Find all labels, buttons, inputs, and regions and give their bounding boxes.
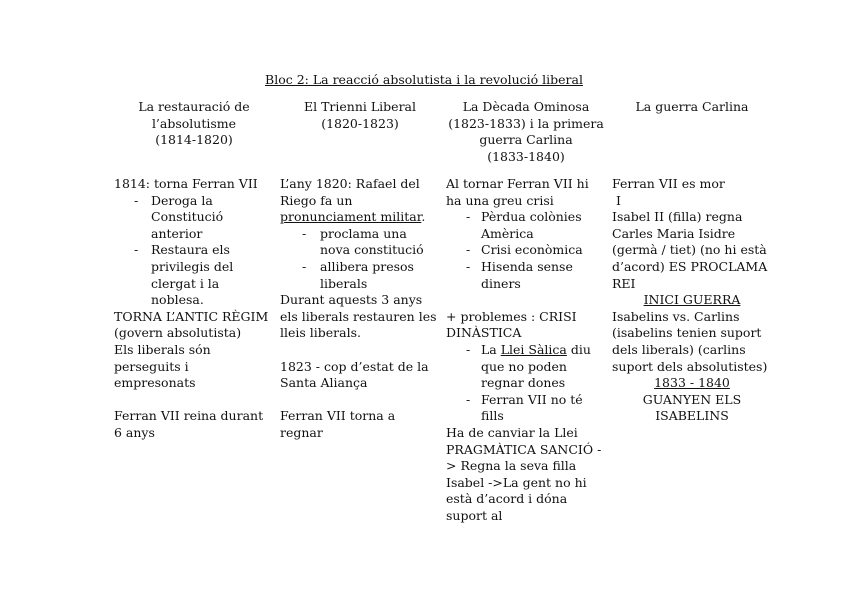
header-restauracio: La restauració de l’absolutisme (1814-1820) [138, 99, 250, 148]
war-start: INICI GUERRA [643, 292, 741, 308]
list-item: - Hisenda sense diners [446, 259, 606, 292]
col1-footer: Ferran VII reina durant 6 anys [114, 408, 264, 440]
header-trienni: El Trienni Liberal (1820-1823) [304, 99, 416, 131]
col1-intro: 1814: torna Ferran VII [114, 176, 258, 191]
list-item: - Pèrdua colònies Amèrica [446, 209, 606, 242]
spacer [280, 392, 440, 409]
header-guerra-carlina: La guerra Carlina [635, 99, 749, 114]
column-trienni [280, 176, 440, 442]
col2-after: Durant aquests 3 anys els liberals restauren les lleis liberals. [280, 292, 437, 341]
column-decada-ominosa [446, 176, 606, 524]
col4-sides: Isabelins vs. Carlins (isabelins tenien suport dels liberals) (carlins suport dels absolutistes) [612, 308, 768, 374]
pronunciament-link-text: pronunciament militar [280, 209, 422, 225]
col2-footer: Ferran VII torna a regnar [280, 408, 396, 440]
header-decada-ominosa: La Dècada Ominosa (1823-1833) i la primera guerra Carlina (1833-1840) [448, 99, 604, 164]
col3-dynasty-list [446, 342, 606, 425]
column-guerra-carlina [612, 176, 772, 425]
list-item: - La Llei Sàlica diu que no poden regnar dones [446, 342, 606, 392]
col4-line: Isabel II (filla) regna [612, 209, 743, 225]
col3-footer: Ha de canviar la Llei PRAGMÀTICA SANCIÓ -> Regna la seva filla Isabel ->La gent no hi està d’acord i dóna suport al [446, 424, 602, 523]
list-item: - proclama una nova constitució [280, 226, 440, 259]
column-restauracio [114, 176, 274, 442]
col2-event: 1823 - cop d’estat de la Santa Aliança [280, 358, 429, 391]
war-result: GUANYEN ELS ISABELINS [642, 391, 742, 424]
col2-list [280, 226, 440, 292]
col3-crisis-list [446, 209, 606, 292]
list-item: - Restaura els privilegis del clergat i la noblesa. [114, 242, 274, 308]
spacer [280, 342, 440, 359]
list-item: - Ferran VII no té fills [446, 392, 606, 425]
col1-line: (govern absolutista) [114, 325, 242, 341]
spacer [114, 392, 274, 409]
col3-crisis: + problemes : CRISI DINÀSTICA [446, 308, 577, 341]
col4-line: Ferran VII es mor [612, 176, 725, 191]
col4-line: Carles Maria Isidre (germà / tiet) (no hi està d’acord) ES PROCLAMA REI [612, 225, 768, 291]
col1-line: TORNA L’ANTIC RÈGIM [114, 308, 269, 324]
col1-line: Els liberals són perseguits i empresonats [114, 341, 211, 391]
llei-salica-text: Llei Sàlica [500, 341, 567, 357]
list-item: - Deroga la Constitució anterior [114, 193, 274, 243]
col4-line: I [616, 192, 621, 208]
col1-list [114, 193, 274, 309]
list-item: - Crisi econòmica [446, 242, 606, 259]
spacer [446, 292, 606, 309]
war-dates: 1833 - 1840 [654, 375, 730, 391]
col3-intro: Al tornar Ferran VII hi ha una greu crisi [446, 176, 589, 208]
col2-intro: L’any 1820: Rafael del Riego fa un pronunciament militar. [280, 176, 426, 225]
page-title: Bloc 2: La reacció absolutista i la revolució liberal [265, 72, 583, 87]
list-item: - allibera presos liberals [280, 259, 440, 292]
